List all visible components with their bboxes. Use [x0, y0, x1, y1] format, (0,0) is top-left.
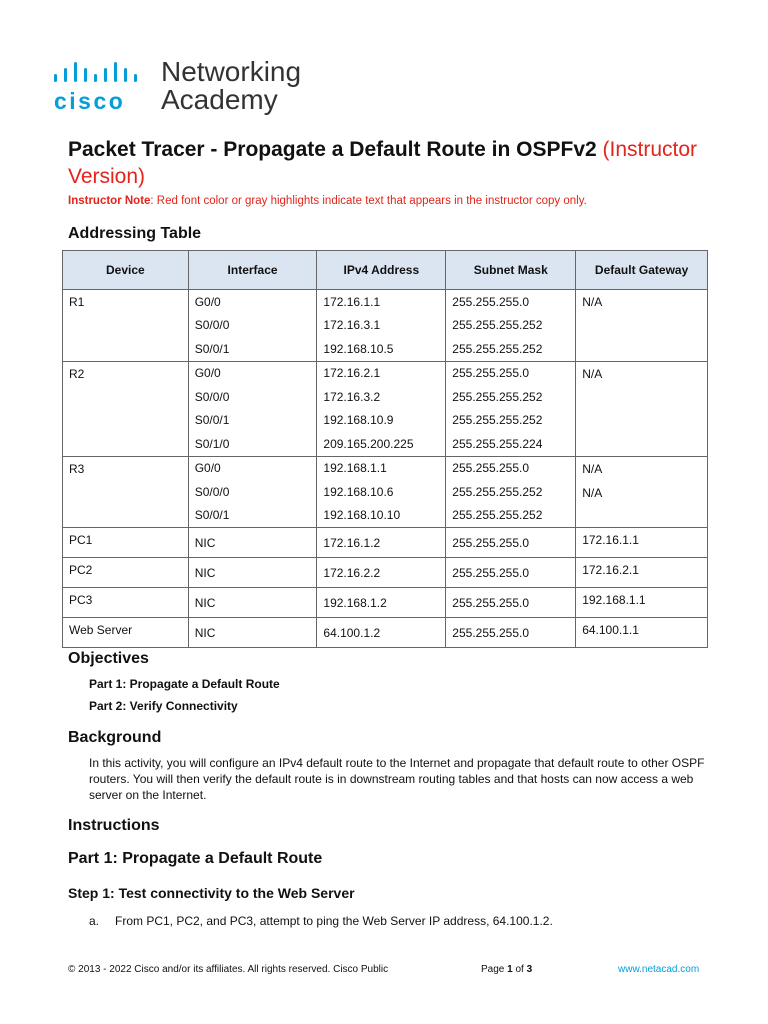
table-row — [63, 618, 708, 648]
table-row — [63, 456, 708, 480]
gateway-value: 64.100.1.1 — [582, 623, 639, 637]
column-header: IPv4 Address — [317, 251, 446, 290]
logo-line-networking: Networking — [161, 56, 302, 87]
objective-part-1: Part 1: Propagate a Default Route — [89, 677, 280, 691]
mask-cell: 255.255.255.0 — [446, 528, 576, 558]
page-prefix: Page — [481, 964, 508, 975]
mask-cell: 255.255.255.252 — [446, 480, 576, 504]
gateway-value: N/A — [582, 461, 603, 476]
interface-cell: S0/0/0 — [188, 480, 317, 504]
page-current: 1 — [507, 964, 513, 975]
title-instructor-suffix: (Instructor Version) — [68, 138, 698, 188]
mask-cell: 255.255.255.252 — [446, 504, 576, 528]
gateway-value: 172.16.2.1 — [582, 563, 639, 577]
gateway-cell — [576, 528, 708, 558]
mask-cell: 255.255.255.0 — [446, 588, 576, 618]
ipv4-cell: 192.168.10.5 — [317, 337, 446, 361]
device-cell: PC1 — [63, 528, 189, 558]
page-mid: of — [512, 964, 527, 975]
table-row — [63, 528, 708, 558]
background-heading: Background — [68, 729, 162, 746]
interface-cell: S0/1/0 — [188, 432, 317, 456]
table-row — [63, 361, 708, 385]
addressing-table-heading: Addressing Table — [68, 225, 202, 242]
device-cell: R1 — [63, 290, 189, 362]
ipv4-cell: 192.168.1.1 — [317, 456, 446, 480]
gateway-cell — [576, 456, 708, 528]
page-title — [68, 136, 708, 190]
cisco-networking-academy-logo — [54, 58, 314, 118]
background-paragraph: In this activity, you will configure an IPv4 default route to the Internet and propagate that default route to other OSPF routers. You will then verify the default route is in downstream routing tables and that hosts can now access a web server on the Internet. — [89, 756, 705, 802]
interface-cell: NIC — [188, 588, 317, 618]
interface-cell: NIC — [188, 558, 317, 588]
ipv4-cell: 172.16.3.2 — [317, 385, 446, 409]
objectives-heading: Objectives — [68, 650, 149, 667]
addressing-table-body — [63, 290, 708, 648]
mask-cell: 255.255.255.0 — [446, 456, 576, 480]
interface-cell: G0/0 — [188, 290, 317, 314]
ipv4-cell: 192.168.10.10 — [317, 504, 446, 528]
gateway-value: 172.16.1.1 — [582, 533, 639, 547]
cisco-wordmark: cisco — [54, 88, 126, 114]
instructor-note-text: : Red font color or gray highlights indicate text that appears in the instructor copy only. — [150, 195, 587, 207]
ipv4-cell: 172.16.3.1 — [317, 314, 446, 338]
gateway-cell — [576, 290, 708, 362]
device-cell: PC2 — [63, 558, 189, 588]
part-1-heading: Part 1: Propagate a Default Route — [68, 850, 323, 867]
interface-cell: NIC — [188, 528, 317, 558]
objective-part-2: Part 2: Verify Connectivity — [89, 699, 238, 713]
instructor-note-label: Instructor Note — [68, 195, 151, 207]
device-cell: PC3 — [63, 588, 189, 618]
ipv4-cell: 172.16.1.2 — [317, 528, 446, 558]
table-row — [63, 290, 708, 314]
table-row — [63, 558, 708, 588]
interface-cell: S0/0/0 — [188, 314, 317, 338]
gateway-cell — [576, 558, 708, 588]
mask-cell: 255.255.255.0 — [446, 558, 576, 588]
ipv4-cell: 64.100.1.2 — [317, 618, 446, 648]
interface-cell: G0/0 — [188, 361, 317, 385]
mask-cell: 255.255.255.0 — [446, 618, 576, 648]
column-header: Interface — [188, 251, 317, 290]
gateway-value: N/A — [582, 366, 603, 381]
step-1a-label: a. — [89, 914, 100, 928]
step-1a — [89, 914, 553, 928]
table-header-row — [63, 251, 708, 290]
interface-cell: S0/0/1 — [188, 337, 317, 361]
ipv4-cell: 209.165.200.225 — [317, 432, 446, 456]
title-main: Packet Tracer - Propagate a Default Route in OSPFv2 — [68, 138, 597, 161]
interface-cell: S0/0/0 — [188, 385, 317, 409]
instructions-heading: Instructions — [68, 817, 160, 834]
gateway-cell — [576, 361, 708, 456]
logo-line-academy: Academy — [161, 84, 278, 115]
mask-cell: 255.255.255.252 — [446, 409, 576, 433]
gateway-value: N/A — [582, 485, 603, 500]
mask-cell: 255.255.255.252 — [446, 337, 576, 361]
column-header: Subnet Mask — [446, 251, 576, 290]
device-cell: Web Server — [63, 618, 189, 648]
gateway-value: N/A — [582, 295, 603, 309]
interface-cell: NIC — [188, 618, 317, 648]
addressing-table — [62, 250, 708, 648]
footer-copyright: © 2013 - 2022 Cisco and/or its affiliates. All rights reserved. Cisco Public — [68, 964, 389, 975]
device-cell: R3 — [63, 456, 189, 528]
ipv4-cell: 192.168.1.2 — [317, 588, 446, 618]
mask-cell: 255.255.255.252 — [446, 385, 576, 409]
mask-cell: 255.255.255.224 — [446, 432, 576, 456]
table-row — [63, 588, 708, 618]
ipv4-cell: 172.16.2.1 — [317, 361, 446, 385]
ipv4-cell: 192.168.10.6 — [317, 480, 446, 504]
interface-cell: G0/0 — [188, 456, 317, 480]
gateway-value: 192.168.1.1 — [582, 593, 646, 607]
cisco-bars-icon — [54, 60, 144, 82]
footer-netacad-link[interactable]: www.netacad.com — [618, 964, 700, 975]
interface-cell: S0/0/1 — [188, 504, 317, 528]
device-cell: R2 — [63, 361, 189, 456]
mask-cell: 255.255.255.0 — [446, 290, 576, 314]
gateway-cell — [576, 588, 708, 618]
step-1a-text: From PC1, PC2, and PC3, attempt to ping the Web Server IP address, 64.100.1.2. — [115, 914, 553, 928]
ipv4-cell: 172.16.2.2 — [317, 558, 446, 588]
ipv4-cell: 172.16.1.1 — [317, 290, 446, 314]
page-total: 3 — [526, 964, 533, 975]
gateway-cell — [576, 618, 708, 648]
column-header: Default Gateway — [576, 251, 708, 290]
mask-cell: 255.255.255.252 — [446, 314, 576, 338]
step-1-heading: Step 1: Test connectivity to the Web Server — [68, 885, 355, 901]
instructor-note — [68, 195, 587, 207]
ipv4-cell: 192.168.10.9 — [317, 409, 446, 433]
column-header: Device — [63, 251, 189, 290]
footer-page-number — [481, 964, 532, 975]
mask-cell: 255.255.255.0 — [446, 361, 576, 385]
interface-cell: S0/0/1 — [188, 409, 317, 433]
